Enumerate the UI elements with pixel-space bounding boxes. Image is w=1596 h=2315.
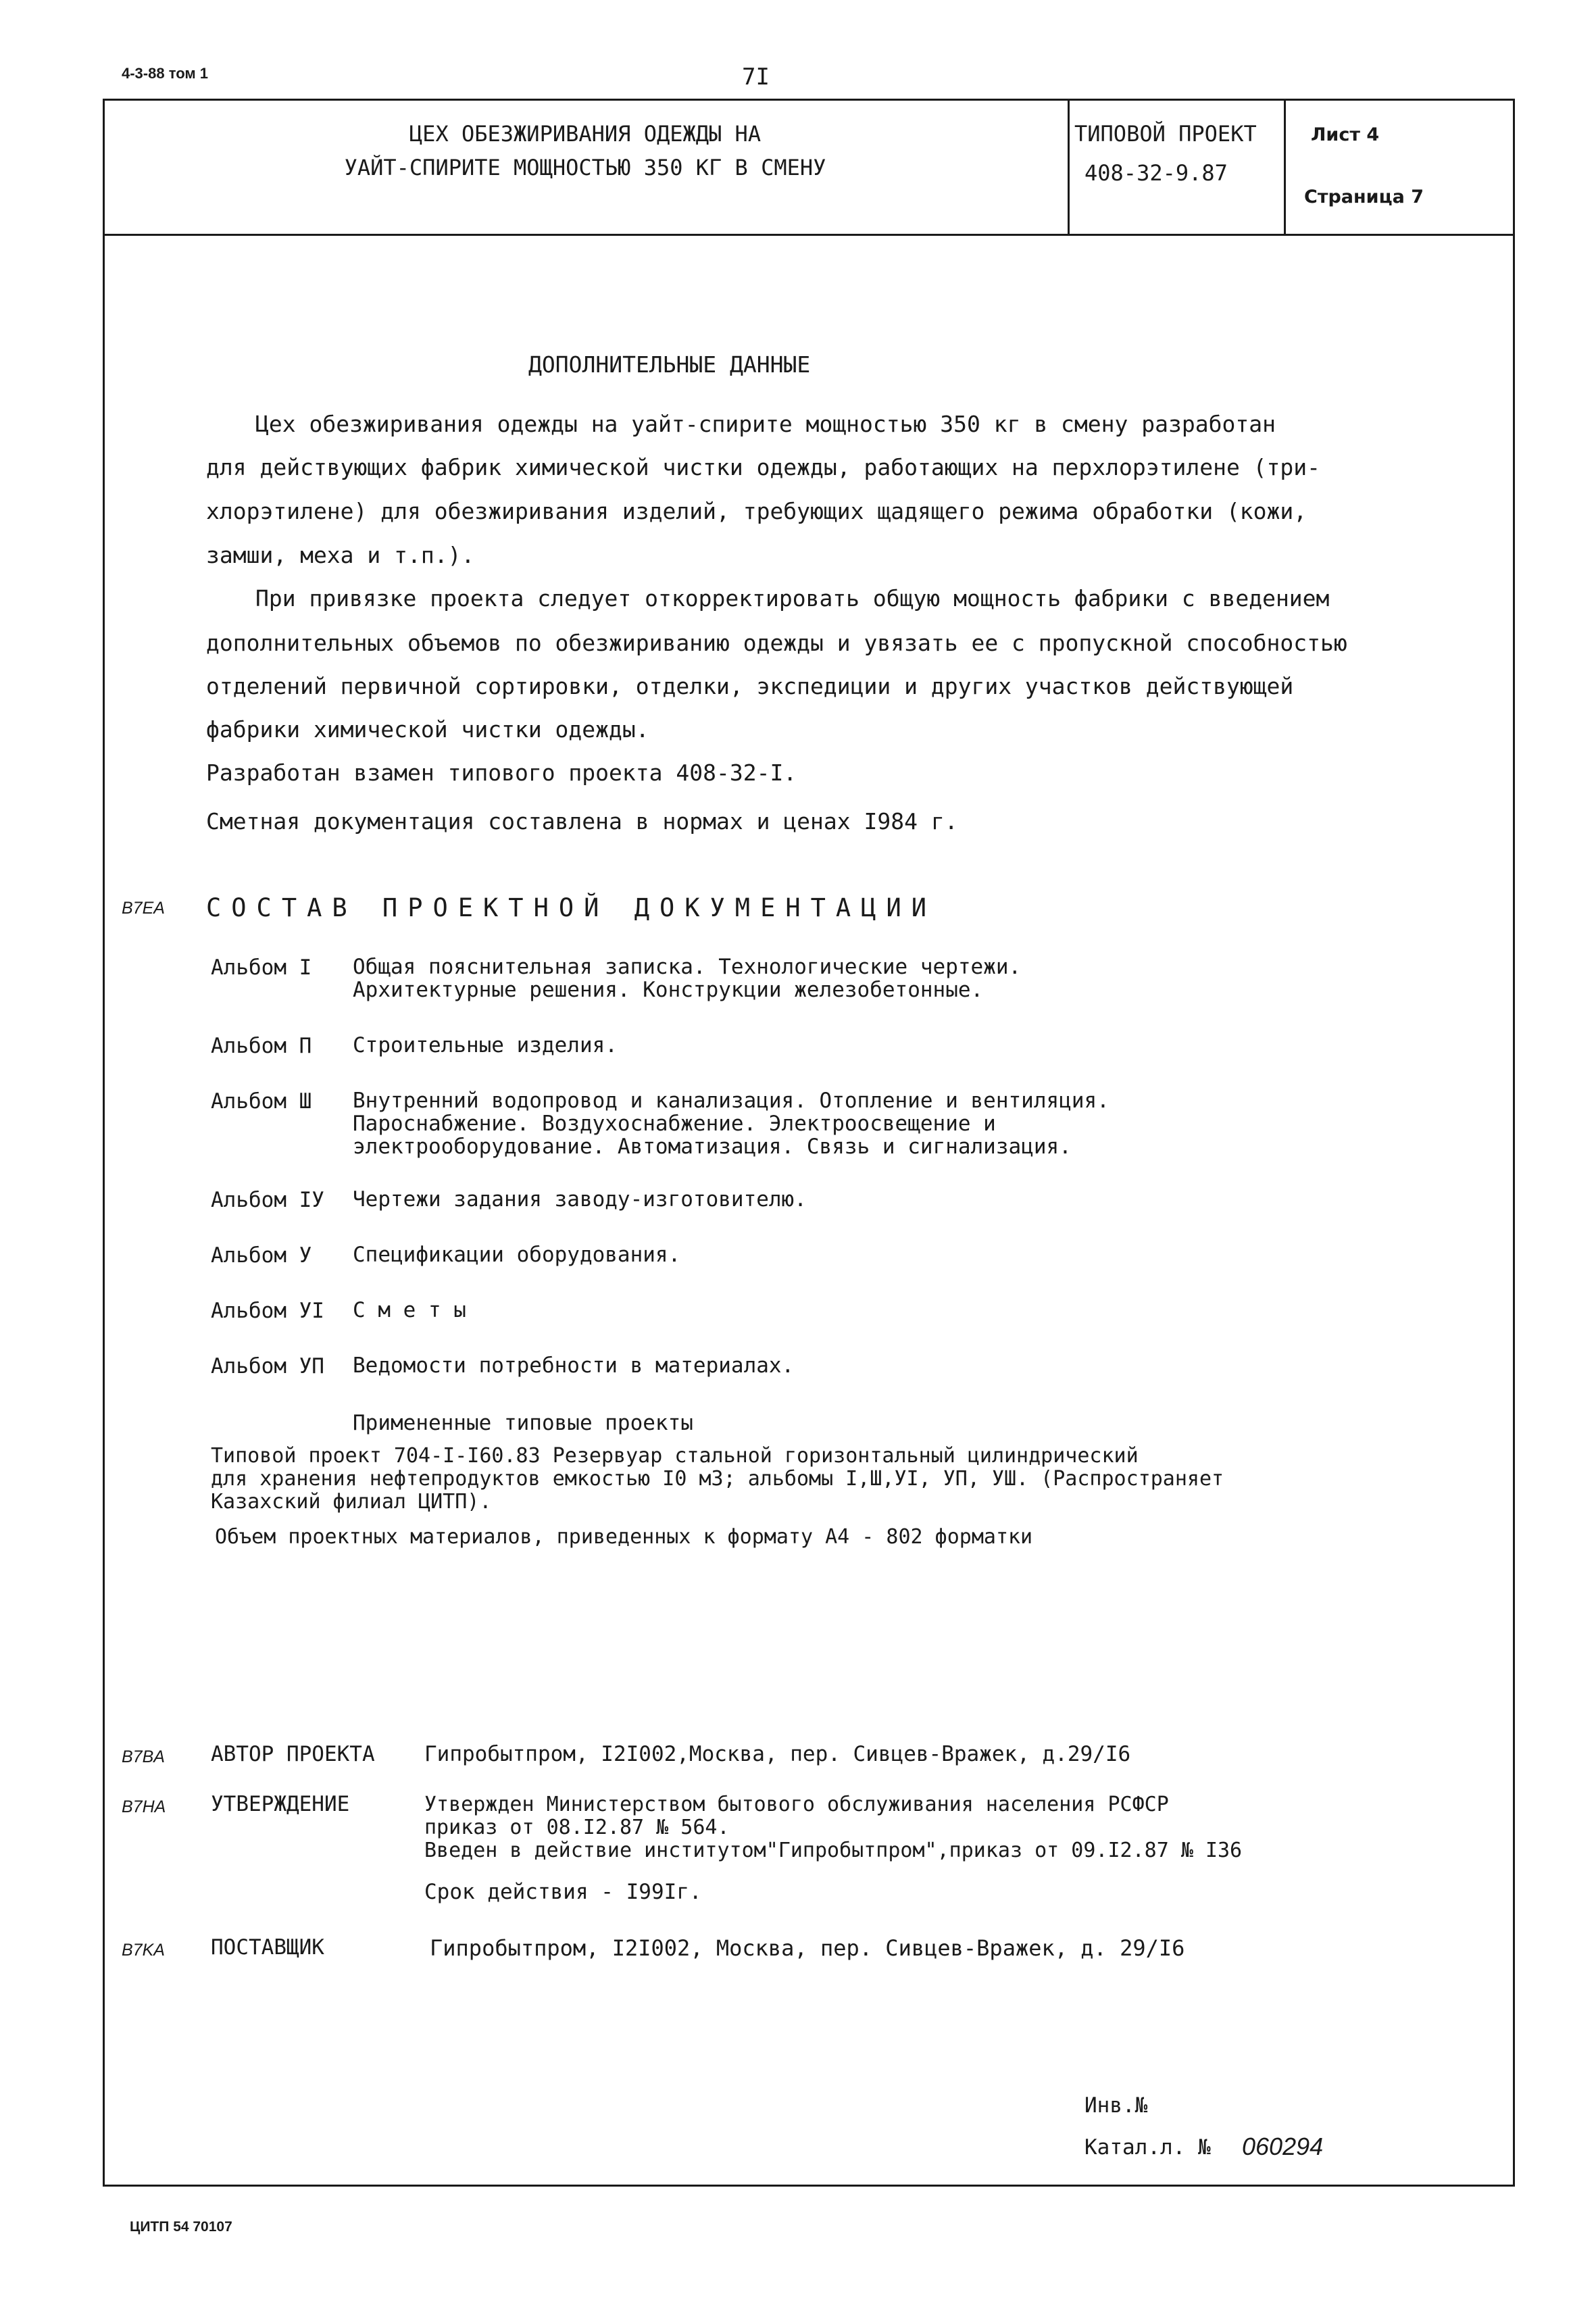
album-description: С м е т ы: [353, 1298, 466, 1322]
album-label: Альбом Ш: [211, 1089, 312, 1114]
paragraph-line: хлорэтилене) для обезжиривания изделий, требующих щадящего режима обработки (кожи,: [206, 498, 1307, 524]
document-title-line-2: УАЙТ-СПИРИТЕ МОЩНОСТЬЮ 350 КГ В СМЕНУ: [344, 155, 826, 180]
paragraph-line: замши, меха и т.п.).: [206, 542, 475, 568]
catalog-number: 060294: [1242, 2133, 1324, 2160]
album-description: Спецификации оборудования.: [353, 1243, 681, 1267]
project-label: ТИПОВОЙ ПРОЕКТ: [1074, 121, 1257, 147]
supplier-code: B7KA: [122, 1941, 165, 1960]
approval-label: УТВЕРЖДЕНИЕ: [211, 1792, 350, 1816]
album-description: Чертежи задания заводу-изготовителю.: [353, 1187, 807, 1212]
composition-code: B7EA: [122, 899, 165, 918]
approval-line: Введен в действие институтом"Гипробытпром",приказ от 09.I2.87 № I36: [424, 1839, 1243, 1862]
catalog-label: Катал.л. №: [1084, 2135, 1211, 2160]
approval-line: приказ от 08.I2.87 № 564.: [424, 1816, 730, 1839]
validity-line: Срок действия - I99Iг.: [424, 1880, 702, 1904]
title-block-divider-2: [1284, 99, 1286, 235]
document-title-line-1: ЦЕХ ОБЕЗЖИРИВАНИЯ ОДЕЖДЫ НА: [409, 121, 762, 147]
sheet-number: Лист 4: [1311, 124, 1380, 145]
applied-line: Типовой проект 704-I-I60.83 Резервуар стальной горизонтальный цилиндрический: [211, 1444, 1139, 1468]
album-label: Альбом I: [211, 955, 312, 980]
corner-code: 4-3-88 том 1: [122, 65, 208, 82]
project-number: 408-32-9.87: [1084, 160, 1228, 186]
album-description: Строительные изделия.: [353, 1033, 618, 1057]
paragraph-line: Цех обезжиривания одежды на уайт-спирите мощностью 350 кг в смену разработан: [255, 411, 1276, 437]
album-description: Ведомости потребности в материалах.: [353, 1353, 795, 1378]
supplier-text: Гипробытпром, I2I002, Москва, пер. Сивцев-Вражек, д. 29/I6: [430, 1935, 1185, 1961]
approval-line: Утвержден Министерством бытового обслуживания населения РСФСР: [424, 1793, 1169, 1816]
composition-heading: СОСТАВ ПРОЕКТНОЙ ДОКУМЕНТАЦИИ: [206, 893, 937, 922]
album-label: Альбом П: [211, 1034, 312, 1058]
album-description: Общая пояснительная записка. Технологические чертежи. Архитектурные решения. Конструкции железобетонные.: [353, 955, 1022, 1002]
album-label: Альбом У: [211, 1243, 312, 1268]
approval-code: B7HA: [122, 1797, 166, 1816]
paragraph-line: Разработан взамен типового проекта 408-32-I.: [206, 760, 797, 786]
album-label: Альбом IУ: [211, 1188, 324, 1212]
album-description: Внутренний водопровод и канализация. Отопление и вентиляция. Пароснабжение. Воздухоснабжение. Электроосвещение и электрооборудование. Автоматизация. Связь и сигнализация.: [353, 1089, 1109, 1159]
additional-heading: ДОПОЛНИТЕЛЬНЫЕ ДАННЫЕ: [528, 351, 811, 378]
page-label: Страница 7: [1304, 186, 1424, 207]
paragraph-line: При привязке проекта следует откорректировать общую мощность фабрики с введением: [255, 585, 1330, 612]
paragraph-line: дополнительных объемов по обезжириванию одежды и увязать ее с пропускной способностью: [206, 630, 1347, 656]
paragraph-line: Сметная документация составлена в нормах и ценах I984 г.: [206, 808, 958, 835]
applied-line: для хранения нефтепродуктов емкостью I0 м3; альбомы I,Ш,УI, УП, УШ. (Распространяет: [211, 1467, 1224, 1491]
paragraph-line: отделений первичной сортировки, отделки, экспедиции и других участков действующей: [206, 673, 1294, 699]
author-label: АВТОР ПРОЕКТА: [211, 1742, 375, 1766]
volume-line: Объем проектных материалов, приведенных к формату А4 - 802 форматки: [215, 1525, 1033, 1549]
applied-heading: Примененные типовые проекты: [353, 1411, 693, 1435]
applied-line: Казахский филиал ЦИТП).: [211, 1490, 492, 1514]
author-text: Гипробытпром, I2I002,Москва, пер. Сивцев-Вражек, д.29/I6: [424, 1742, 1131, 1766]
title-block-divider-1: [1068, 99, 1070, 235]
page-number: 7I: [742, 64, 770, 91]
author-code: B7BA: [122, 1747, 165, 1766]
album-label: Альбом УI: [211, 1299, 324, 1323]
title-block-bottom-line: [103, 234, 1515, 236]
supplier-label: ПОСТАВЩИК: [211, 1935, 324, 1960]
paragraph-line: фабрики химической чистки одежды.: [206, 716, 649, 743]
paragraph-line: для действующих фабрик химической чистки одежды, работающих на перхлорэтилене (три-: [206, 454, 1321, 480]
inventory-label: Инв.№: [1084, 2093, 1148, 2118]
footer-stamp: ЦИТП 54 70107: [130, 2219, 232, 2235]
album-label: Альбом УП: [211, 1354, 324, 1378]
